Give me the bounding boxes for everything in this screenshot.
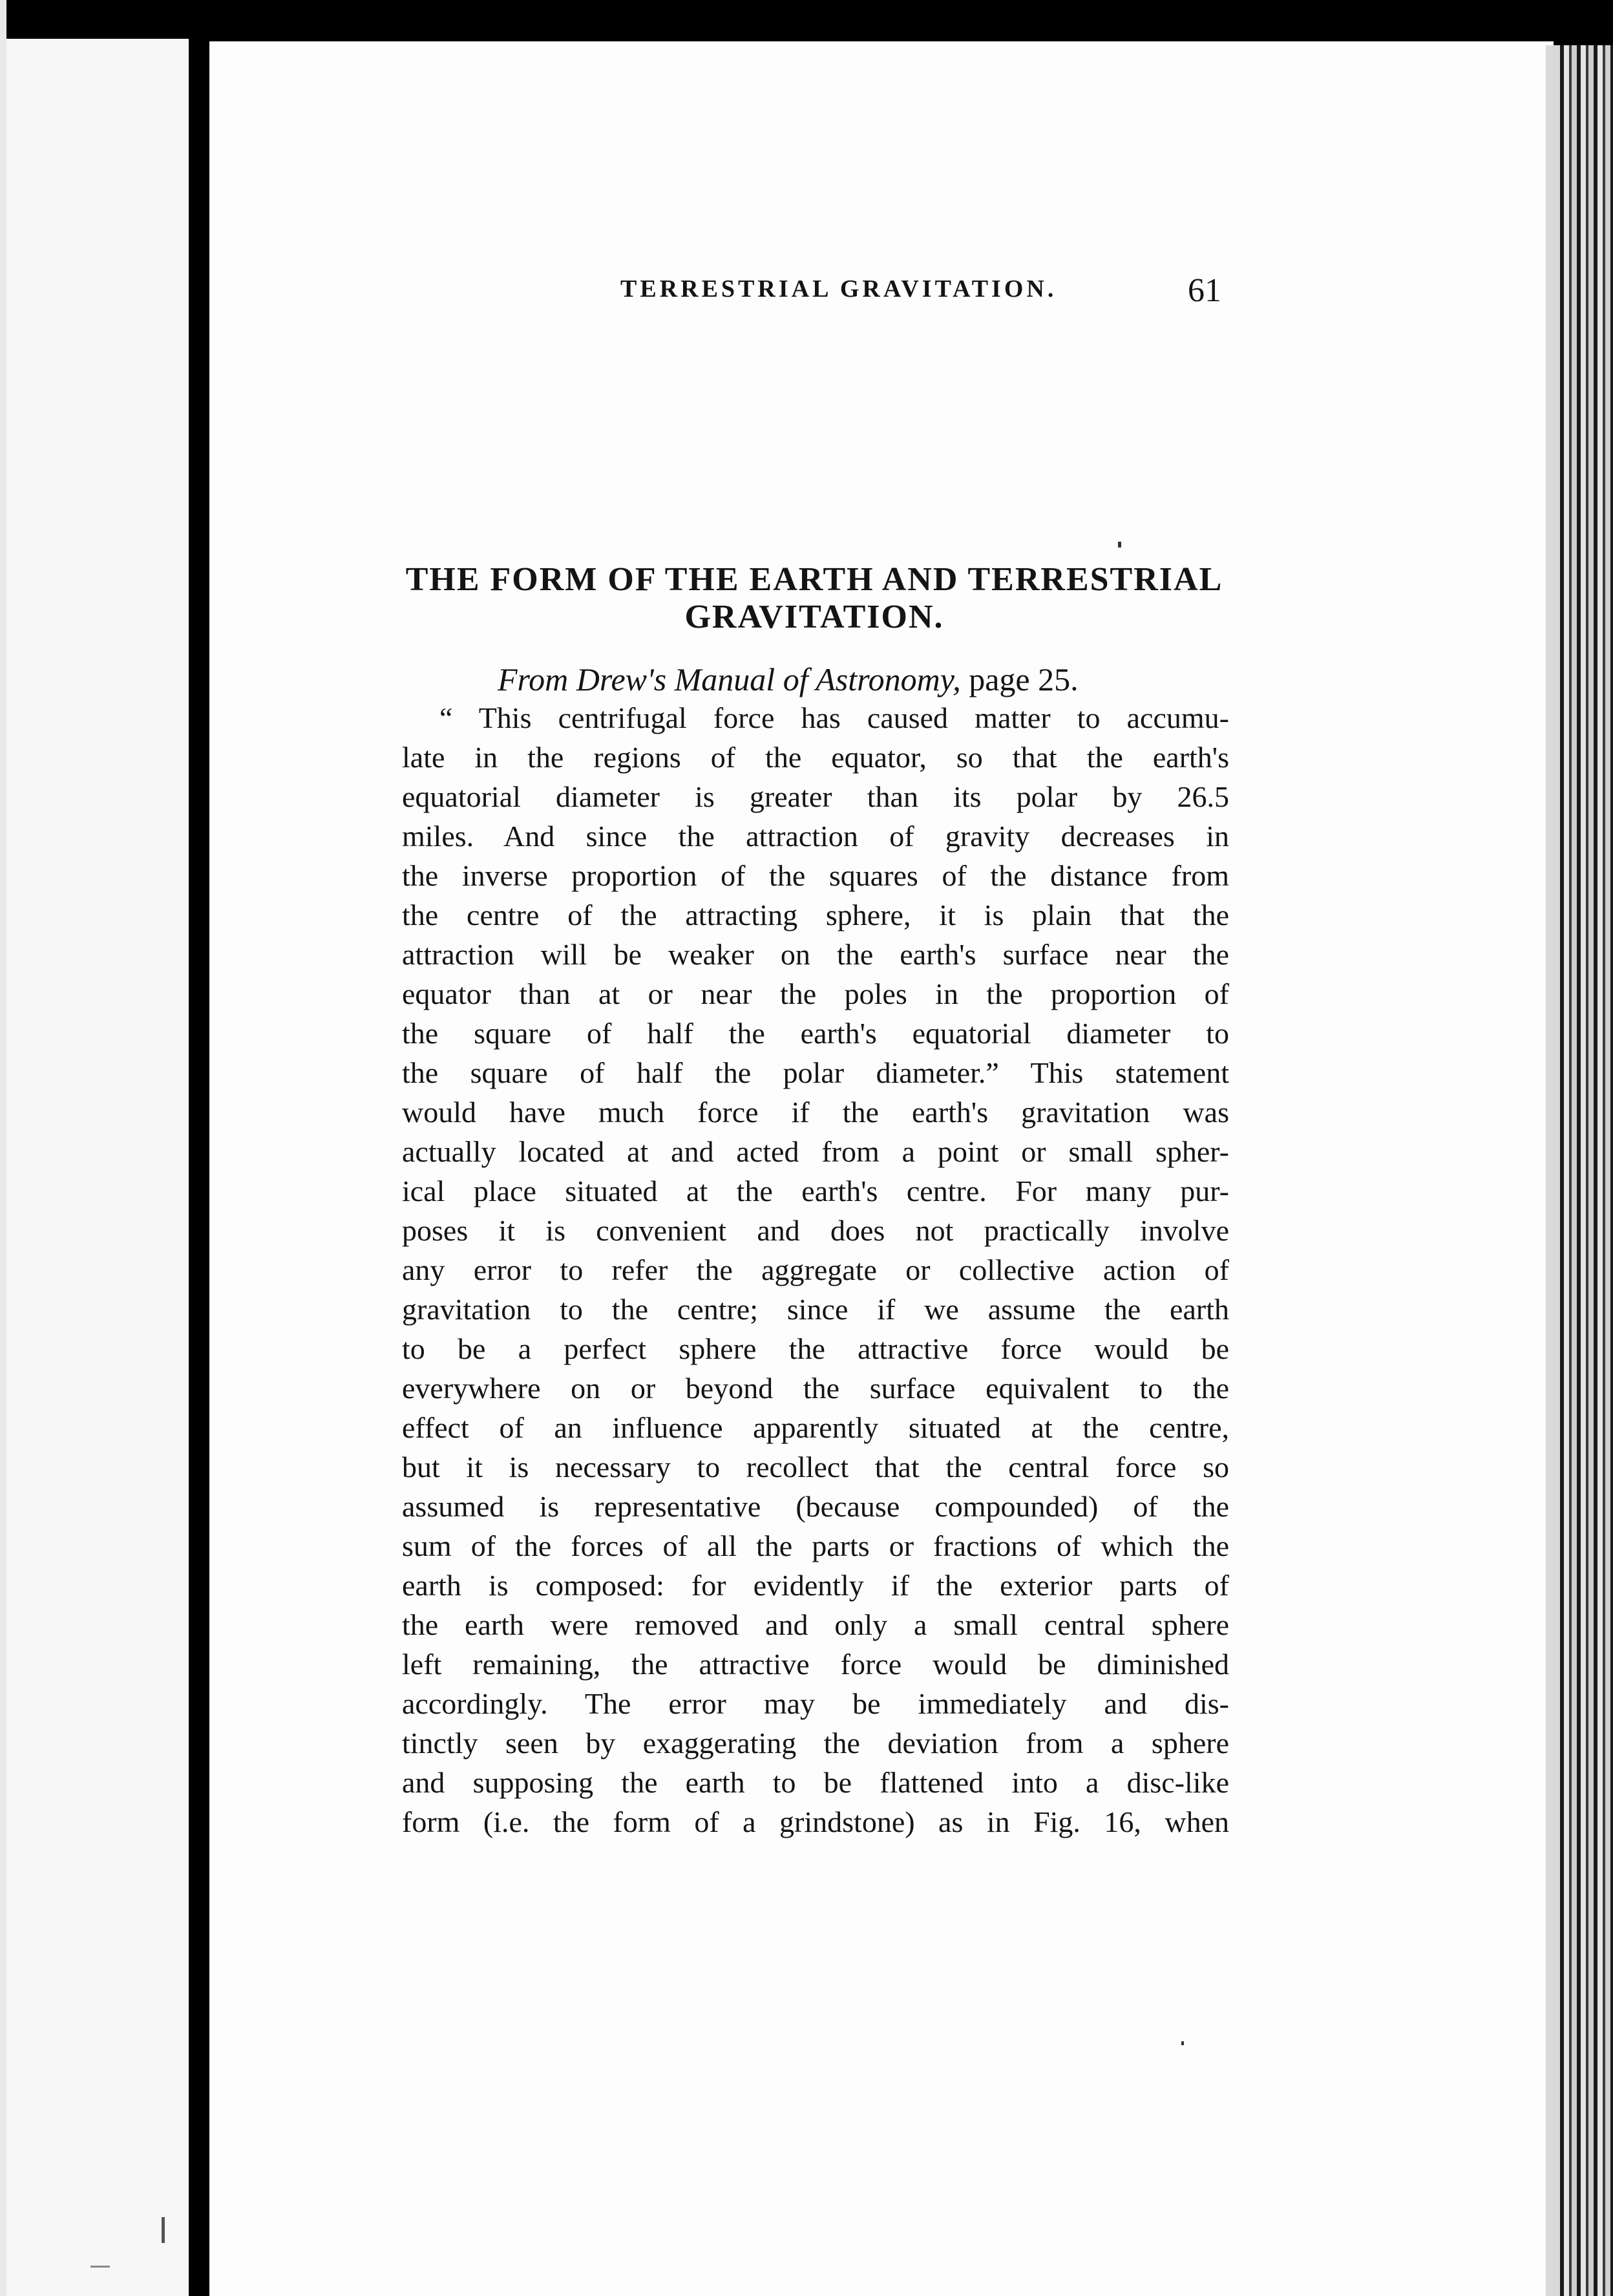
text-line: equator than at or near the poles in the proportion of	[402, 977, 1229, 1010]
page-number: 61	[1188, 272, 1221, 309]
facing-page-margin	[0, 0, 6, 2296]
text-line: the earth were removed and only a small central sphere	[402, 1608, 1229, 1641]
text-line: attraction will be weaker on the earth's surface near the	[402, 938, 1229, 971]
text-line: the square of half the earth's equatorial diameter to	[402, 1017, 1229, 1050]
ink-speck	[1118, 542, 1121, 547]
stacked-page-edges	[1560, 45, 1613, 2296]
title-line: THE FORM OF THE EARTH AND TERRESTRIAL	[405, 561, 1223, 598]
text-line: earth is composed: for evidently if the exterior parts of	[402, 1569, 1229, 1602]
text-line: actually located at and acted from a point or small spher-	[402, 1135, 1229, 1168]
source-citation	[498, 661, 1273, 698]
text-line: left remaining, the attractive force would be diminished	[402, 1648, 1229, 1681]
text-line: the centre of the attracting sphere, it is plain that the	[402, 898, 1229, 931]
ink-speck	[1181, 2041, 1184, 2045]
text-line: late in the regions of the equator, so that the earth's	[402, 741, 1229, 774]
body-text	[402, 698, 1229, 1842]
text-line: accordingly. The error may be immediately and dis-	[402, 1687, 1229, 1720]
text-line: tinctly seen by exaggerating the deviation from a sphere	[402, 1727, 1229, 1759]
text-line: would have much force if the earth's gravitation was	[402, 1096, 1229, 1129]
source-work: From Drew's Manual of Astronomy,	[498, 661, 961, 697]
text-line: sum of the forces of all the parts or fractions of which the	[402, 1529, 1229, 1562]
text-line: miles. And since the attraction of gravity decreases in	[402, 820, 1229, 853]
book-gutter	[189, 0, 209, 2296]
source-page: page 25.	[969, 661, 1079, 697]
running-head: TERRESTRIAL GRAVITATION.	[620, 275, 1057, 303]
text-line: and supposing the earth to be flattened into a disc-like	[402, 1766, 1229, 1799]
page-edge-shadow	[1546, 45, 1560, 2296]
text-line: effect of an influence apparently situated at the centre,	[402, 1411, 1229, 1444]
text-line: the square of half the polar diameter.” This statement	[402, 1056, 1229, 1089]
text-line: to be a perfect sphere the attractive force would be	[402, 1332, 1229, 1365]
ink-speck	[162, 2217, 165, 2243]
ink-speck	[90, 2266, 110, 2268]
text-line: any error to refer the aggregate or collective action of	[402, 1253, 1229, 1286]
facing-page-edge	[0, 39, 189, 2296]
text-line: but it is necessary to recollect that the central force so	[402, 1451, 1229, 1483]
text-line: “ This centrifugal force has caused matter to accumu-	[439, 701, 1229, 734]
text-line: equatorial diameter is greater than its polar by 26.5	[402, 780, 1229, 813]
text-line: assumed is representative (because compounded) of the	[402, 1490, 1229, 1523]
text-line: form (i.e. the form of a grindstone) as in Fig. 16, when	[402, 1805, 1229, 1838]
text-line: everywhere on or beyond the surface equivalent to the	[402, 1372, 1229, 1405]
text-line: ical place situated at the earth's centre. For many pur-	[402, 1175, 1229, 1207]
chapter-title	[375, 561, 1254, 636]
text-line: the inverse proportion of the squares of the distance from	[402, 859, 1229, 892]
text-line: poses it is convenient and does not practically involve	[402, 1214, 1229, 1247]
text-line: gravitation to the centre; since if we assume the earth	[402, 1293, 1229, 1326]
title-line: GRAVITATION.	[684, 599, 944, 635]
